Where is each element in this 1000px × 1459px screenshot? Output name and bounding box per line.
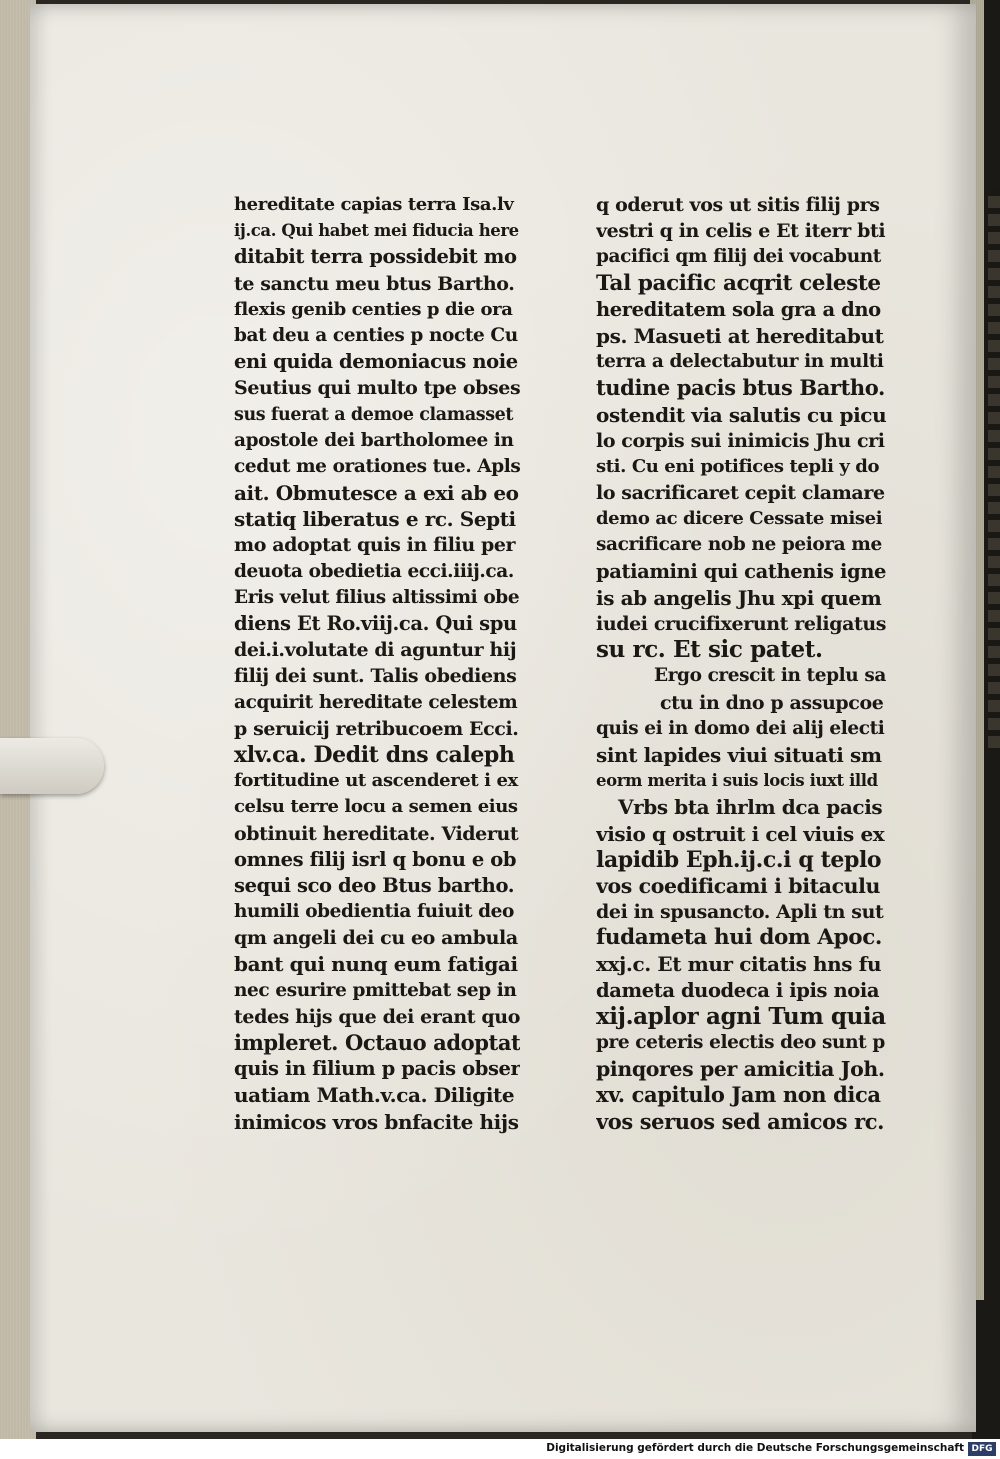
text-line: bant qui nunq eum fatigai xyxy=(234,952,518,977)
text-line: patiamini qui cathenis igne xyxy=(596,559,886,583)
text-line: vos coedificami i bitaculu xyxy=(596,873,881,898)
text-line: ait. Obmutesce a exi ab eo xyxy=(234,481,519,506)
text-line: celsu terre locu a semen eius xyxy=(234,796,518,818)
text-line: apostole dei bartholomee in xyxy=(234,429,514,451)
text-line: pacifici qm filij dei vocabunt xyxy=(596,246,881,268)
text-line: diens Et Ro.viij.ca. Qui spu xyxy=(234,612,517,635)
text-line: humili obedientia fuiuit deo xyxy=(234,901,514,923)
text-line: cedut me orationes tue. Apls xyxy=(234,455,520,477)
left-text-column xyxy=(234,192,520,1135)
text-line: obtinuit hereditate. Viderut xyxy=(234,822,519,845)
text-line: xv. capitulo Jam non dica xyxy=(596,1082,881,1108)
text-line: flexis genib centies p die ora xyxy=(234,298,513,320)
text-line: Vrbs bta ihrlm dca pacis xyxy=(618,795,883,820)
text-line: su rc. Et sic patet. xyxy=(596,637,823,664)
text-line: Seutius qui multo tpe obses xyxy=(234,377,520,400)
text-line: Tal pacific acqrit celeste xyxy=(596,270,881,296)
funding-credit: Digitalisierung gefördert durch die Deutsche Forschungsgemeinschaft xyxy=(546,1442,964,1454)
text-line: inimicos vros bnfacite hijs xyxy=(234,1109,519,1134)
text-line: hereditatem sola gra a dno xyxy=(596,297,881,321)
text-line: bat deu a centies p nocte Cu xyxy=(234,324,518,346)
text-line: tedes hijs que dei erant quo xyxy=(234,1005,520,1028)
text-line: pinqores per amicitia Joh. xyxy=(596,1057,885,1082)
text-line: lapidib Eph.ij.c.i q teplo xyxy=(596,846,882,873)
text-line: tudine pacis btus Bartho. xyxy=(596,375,885,401)
text-line: p seruicij retribucoem Ecci. xyxy=(234,717,519,740)
text-line: omnes filij isrl q bonu e ob xyxy=(234,847,517,871)
text-line: impleret. Octauo adoptat xyxy=(234,1030,520,1055)
text-line: ij.ca. Qui habet mei fiducia here xyxy=(234,221,519,241)
text-line: eni quida demoniacus noie xyxy=(234,350,518,374)
text-line: vestri q in celis e Et iterr bti xyxy=(596,220,886,243)
text-line: pre ceteris electis deo sunt p xyxy=(596,1032,885,1053)
text-line: dei.i.volutate di aguntur hij xyxy=(234,639,517,662)
text-line: sus fuerat a demoe clamasset xyxy=(234,404,514,425)
footer-bar xyxy=(0,1439,1000,1459)
text-line: lo sacrificaret cepit clamare xyxy=(596,482,885,505)
right-text-column xyxy=(596,192,886,1135)
text-line: Ergo crescit in teplu sa xyxy=(654,665,886,687)
text-line: iudei crucifixerunt religatus xyxy=(596,613,886,635)
text-line: dei in spusancto. Apli tn sut xyxy=(596,901,884,924)
text-line: sti. Cu eni potifices tepli y do xyxy=(596,455,880,477)
text-line: xij.aplor agni Tum quia xyxy=(596,1003,886,1030)
text-line: deuota obedietia ecci.iiij.ca. xyxy=(234,560,514,582)
text-line: sequi sco deo Btus bartho. xyxy=(234,873,515,897)
text-line: eorm merita i suis locis iuxt illd xyxy=(596,771,878,791)
text-line: qm angeli dei cu eo ambula xyxy=(234,927,518,950)
text-line: acquirit hereditate celestem xyxy=(234,691,518,713)
text-line: statiq liberatus e rc. Septi xyxy=(234,507,516,532)
text-line: filij dei sunt. Talis obediens xyxy=(234,665,517,688)
text-line: mo adoptat quis in filiu per xyxy=(234,534,516,557)
text-line: terra a delectabutur in multi xyxy=(596,351,884,373)
text-line: sint lapides viui situati sm xyxy=(596,742,882,767)
text-line: hereditate capias terra Isa.lv xyxy=(234,194,514,215)
text-line: ctu in dno p assupcoe xyxy=(660,691,884,714)
bookmark-clip xyxy=(0,738,104,794)
text-line: Eris velut filius altissimi obe xyxy=(234,586,520,608)
text-line: ditabit terra possidebit mo xyxy=(234,245,517,269)
text-line: fudameta hui dom Apoc. xyxy=(596,925,882,951)
text-line: is ab angelis Jhu xpi quem xyxy=(596,585,882,610)
text-line: quis in filium p pacis obser xyxy=(234,1057,520,1081)
text-line: te sanctu meu btus Bartho. xyxy=(234,272,515,295)
text-line: q oderut vos ut sitis filij prs xyxy=(596,194,880,216)
text-line: lo corpis sui inimicis Jhu cri xyxy=(596,429,885,452)
text-line: ostendit via salutis cu picu xyxy=(596,402,886,427)
next-page-text-fragment xyxy=(988,190,1000,750)
text-line: xlv.ca. Dedit dns caleph xyxy=(234,741,515,768)
text-line: vos seruos sed amicos rc. xyxy=(596,1108,885,1134)
text-line: sacrificare nob ne peiora me xyxy=(596,534,882,556)
text-line: uatiam Math.v.ca. Diligite xyxy=(234,1083,515,1108)
text-line: dameta duodeca i ipis noia xyxy=(596,978,880,1002)
text-line: xxj.c. Et mur citatis hns fu xyxy=(596,952,882,977)
text-line: nec esurire pmittebat sep in xyxy=(234,979,517,1001)
text-line: quis ei in domo dei alij electi xyxy=(596,717,885,739)
text-line: fortitudine ut ascenderet i ex xyxy=(234,770,518,792)
text-line: demo ac dicere Cessate misei xyxy=(596,508,883,530)
text-line: visio q ostruit i cel viuis ex xyxy=(596,821,885,846)
dfg-logo-icon: DFG xyxy=(968,1442,996,1456)
text-line: ps. Masueti at hereditabut xyxy=(596,323,884,348)
